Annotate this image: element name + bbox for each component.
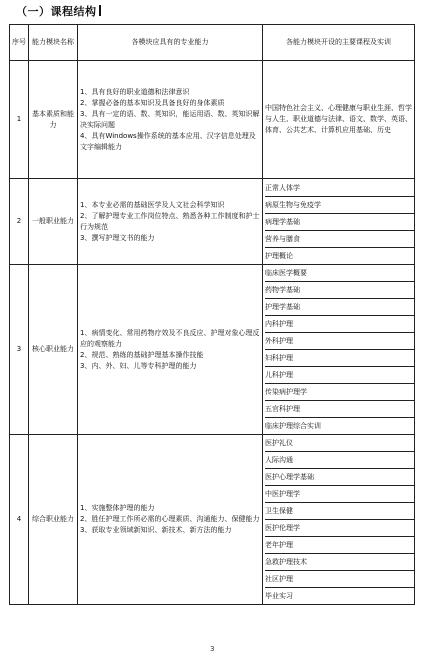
row-index: 4 xyxy=(10,435,29,605)
course-item: 毕业实习 xyxy=(265,592,293,600)
course-item: 护理概论 xyxy=(265,251,293,260)
course-item: 护理学基础 xyxy=(265,299,414,316)
course-item: 老年护理 xyxy=(265,537,414,554)
course-item: 药物学基础 xyxy=(265,282,414,299)
course-item: 中医护理学 xyxy=(265,486,414,503)
section-heading-text: （一）课程结构 xyxy=(16,5,97,18)
course-item: 医护伦理学 xyxy=(265,520,414,537)
competency-list xyxy=(78,179,263,265)
competency-item: 2、了解护理专业工作岗位特点、熟悉各种工作制度和护士行为规范 xyxy=(80,211,260,231)
table-row xyxy=(10,435,415,605)
course-item: 外科护理 xyxy=(265,333,414,350)
competency-item: 1、本专业必需的基础医学及人文社会科学知识 xyxy=(80,200,225,209)
course-list xyxy=(263,435,415,605)
competency-list xyxy=(78,61,263,179)
course-item: 临床医学概要 xyxy=(265,265,414,282)
header-competencies: 各模块应具有的专业能力 xyxy=(78,25,263,61)
competency-item: 3、具有一定的语、数、英知识，能运用语、数、英知识解决实际问题 xyxy=(80,109,260,129)
competency-item: 1、实施整体护理的能力 xyxy=(80,504,155,512)
ability-module-name: 综合职业能力 xyxy=(29,435,78,605)
course-item: 社区护理 xyxy=(265,571,414,588)
row-index: 3 xyxy=(10,265,29,435)
course-item: 医护心理学基础 xyxy=(265,469,414,486)
course-list xyxy=(263,61,415,179)
course-item: 营养与膳食 xyxy=(265,231,414,248)
competency-item: 4、具有Windows操作系统的基本应用、汉字信息处理及文字编辑能力 xyxy=(80,131,256,151)
competency-item: 2、规范、熟练的基础护理基本操作技能 xyxy=(80,350,204,359)
row-index: 2 xyxy=(10,179,29,265)
competency-item: 3、内、外、妇、儿等专科护理的能力 xyxy=(80,361,197,370)
course-list xyxy=(263,265,415,435)
course-item: 急救护理技术 xyxy=(265,554,414,571)
course-item: 医护礼仪 xyxy=(265,435,414,452)
header-index: 序号 xyxy=(10,25,29,61)
competency-item: 3、获取专业领域新知识、新技术、新方法的能力 xyxy=(80,526,232,534)
table-header-row xyxy=(10,25,415,61)
ability-module-name: 核心职业能力 xyxy=(29,265,78,435)
course-list xyxy=(263,179,415,265)
course-item: 病理学基础 xyxy=(265,214,414,231)
course-item: 人际沟通 xyxy=(265,452,414,469)
course-item: 临床护理综合实训 xyxy=(265,422,321,430)
competency-list xyxy=(78,435,263,605)
course-item: 妇科护理 xyxy=(265,350,414,367)
competency-item: 1、病情变化、常用药物疗效及不良反应、护理对象心理反应的观察能力 xyxy=(80,328,260,348)
table-row xyxy=(10,179,415,265)
competency-item: 3、撰写护理文书的能力 xyxy=(80,233,155,242)
table-row xyxy=(10,265,415,435)
header-courses: 各能力模块开设的主要课程及实训 xyxy=(263,25,415,61)
header-ability-module: 能力模块名称 xyxy=(29,25,78,61)
course-item: 内科护理 xyxy=(265,316,414,333)
competency-item: 2、胜任护理工作所必需的心理素质、沟通能力、保健能力 xyxy=(80,515,260,523)
text-cursor-bar xyxy=(99,5,101,16)
course-text: 中国特色社会主义、心理健康与职业生涯、哲学与人生、职业道德与法律、语文、数学、英语、体育、公共艺术、计算机应用基础、历史 xyxy=(265,104,412,134)
ability-module-name: 一般职业能力 xyxy=(29,179,78,265)
competency-item: 1、具有良好的职业道德和法律意识 xyxy=(80,87,190,96)
competency-item: 2、掌握必备的基本知识及具备良好的身体素质 xyxy=(80,98,225,107)
page-number: 3 xyxy=(210,645,215,653)
course-item: 正常人体学 xyxy=(265,180,414,197)
table-row xyxy=(10,61,415,179)
course-item: 卫生保健 xyxy=(265,503,414,520)
course-item: 儿科护理 xyxy=(265,367,414,384)
course-item: 传染病护理学 xyxy=(265,384,414,401)
course-structure-table xyxy=(9,24,415,605)
course-item: 病原生物与免疫学 xyxy=(265,197,414,214)
course-item: 五官科护理 xyxy=(265,401,414,418)
section-heading xyxy=(16,3,101,19)
ability-module-name: 基本素质和能力 xyxy=(29,61,78,179)
row-index: 1 xyxy=(10,61,29,179)
competency-list xyxy=(78,265,263,435)
